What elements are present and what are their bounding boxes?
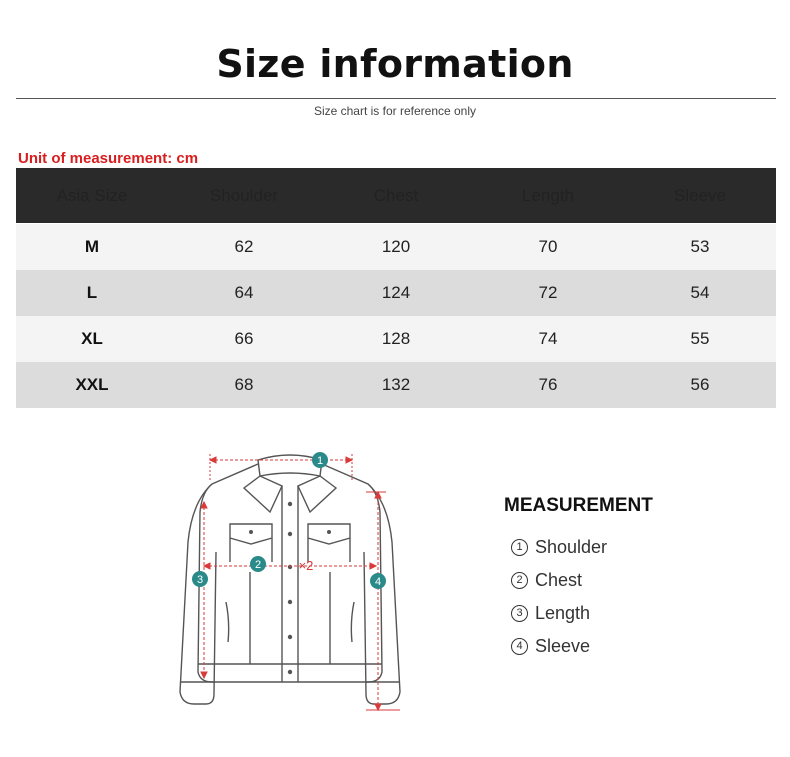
chest-cell: 120 (381, 237, 411, 256)
column-header-chest: Chest (373, 185, 419, 205)
size-cell: XXL (75, 375, 109, 394)
svg-text:3: 3 (196, 574, 204, 586)
page-title: Size information (216, 42, 574, 86)
column-header-sleeve: Sleeve (674, 185, 726, 205)
length-cell: 74 (538, 329, 558, 348)
length-cell: 72 (538, 283, 558, 302)
chest-cell: 124 (381, 283, 411, 302)
size-table (16, 168, 776, 408)
sleeve-cell: 53 (690, 237, 710, 256)
chest-times-two: ×2 (298, 558, 314, 573)
size-cell: L (86, 283, 98, 302)
marker-1 (312, 452, 328, 468)
chest-cell: 132 (381, 375, 411, 394)
svg-text:1: 1 (316, 455, 324, 467)
jacket-diagram (170, 442, 410, 722)
column-header-length: Length (522, 185, 574, 205)
marker-4 (370, 573, 386, 589)
table-row (16, 362, 776, 408)
shoulder-cell: 68 (234, 375, 254, 394)
reference-note: Size chart is for reference only (313, 104, 477, 118)
number-circle-icon: 2 (511, 572, 528, 589)
sleeve-cell: 55 (690, 329, 710, 348)
measurement-legend (504, 495, 653, 663)
legend-item-chest (504, 564, 653, 597)
legend-item-sleeve (504, 630, 653, 663)
legend-item-shoulder (504, 531, 653, 564)
legend-item-length (504, 597, 653, 630)
marker-2 (250, 556, 266, 572)
table-row (16, 270, 776, 316)
svg-text:2: 2 (254, 559, 262, 571)
legend-label: Length (535, 603, 591, 623)
number-circle-icon: 1 (511, 539, 528, 556)
number-circle-icon: 3 (511, 605, 528, 622)
shoulder-cell: 62 (234, 237, 254, 256)
length-cell: 76 (538, 375, 558, 394)
column-header-asia-size: Asia Size (56, 185, 128, 205)
size-cell: XL (81, 329, 103, 348)
sleeve-cell: 56 (690, 375, 710, 394)
size-cell: M (84, 237, 100, 256)
column-header-shoulder: Shoulder (209, 185, 279, 205)
length-cell: 70 (538, 237, 558, 256)
svg-text:4: 4 (374, 576, 382, 588)
jacket-buttons (249, 502, 331, 674)
measurement-title: MEASUREMENT (504, 495, 653, 516)
unit-note: Unit of measurement: cm (18, 150, 199, 167)
title-divider (16, 98, 776, 99)
table-row (16, 224, 776, 270)
shoulder-cell: 66 (234, 329, 254, 348)
table-row (16, 316, 776, 362)
table-header (16, 168, 776, 223)
shoulder-cell: 64 (234, 283, 254, 302)
legend-label: Chest (535, 570, 583, 590)
number-circle-icon: 4 (511, 638, 528, 655)
marker-3 (192, 571, 208, 587)
sleeve-cell: 54 (690, 283, 710, 302)
legend-label: Shoulder (535, 537, 608, 557)
chest-cell: 128 (381, 329, 411, 348)
legend-label: Sleeve (535, 636, 591, 656)
